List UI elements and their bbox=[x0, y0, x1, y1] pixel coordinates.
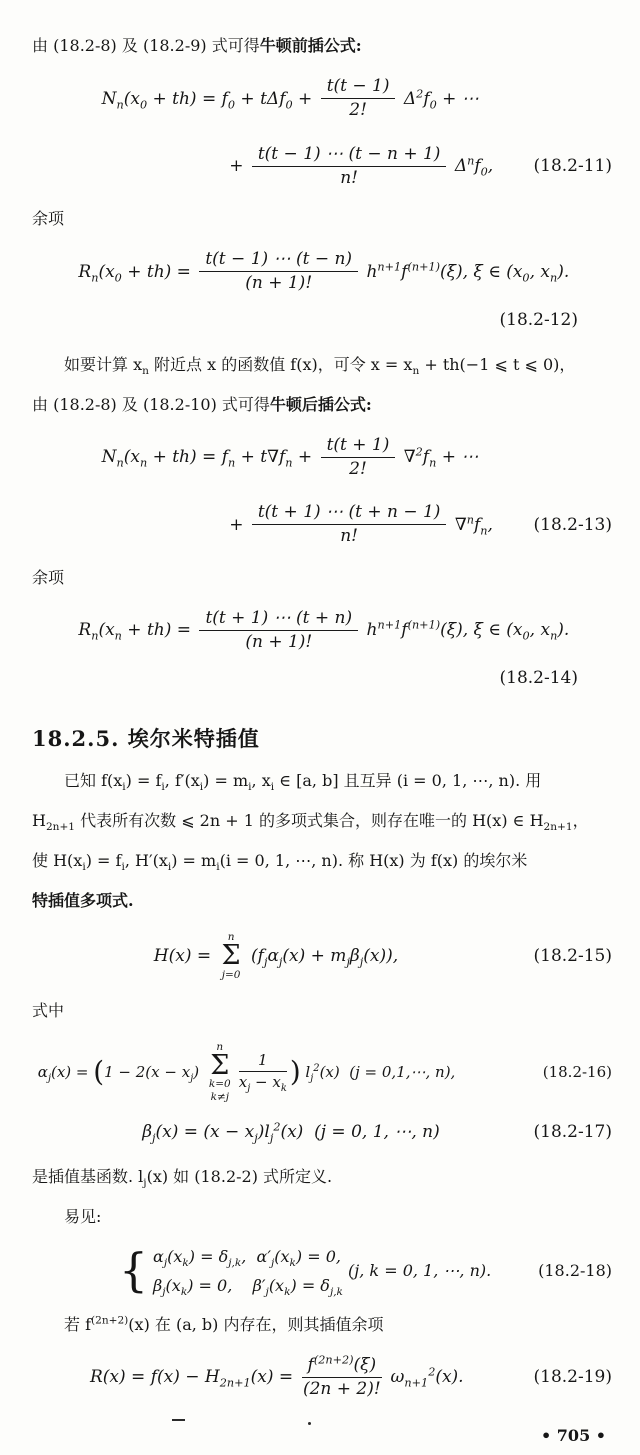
paragraph-hermite-line2: $H_{2n+1}$ 代表所有次数 ⩽ 2n + 1 的多项式集合，则存在唯一的 H(x) ∈ $H_{2n+1}$， bbox=[32, 811, 589, 834]
paragraph-compute-near-xn-line1: 如要计算 $x_n$ 附近点 x 的函数值 f(x)，可令 $x = x_n + th(-1$ ⩽ t ⩽ 0)， bbox=[64, 354, 576, 377]
paragraph-hermite-line3: 使 $H(x_i) = f_i$, $H'(x_i) = m_i(i = 0$, 1, ⋯, n). 称 H(x) 为 f(x) 的埃尔米 bbox=[32, 851, 528, 874]
label-remainder-2: 余项 bbox=[32, 567, 65, 587]
paragraph-hermite-line1: 已知 $f(x_i) = f_i$, $f'(x_i) = m_i$, $x_i$ ∈ [a, b] 且互异 (i = 0, 1, ⋯, n). 用 bbox=[64, 771, 542, 794]
page-number: • 705 • bbox=[541, 1426, 606, 1446]
scan-artifact-dot bbox=[308, 1422, 311, 1425]
equation-18-2-19: $R(x) = f(x) - H_{2n+1}(x)$ = $\frac{f^{(2n+2)}(\xi)}{(2n + 2)!}$ $\omega_{n+1}^2(x)$. (18.2-19) bbox=[90, 1352, 612, 1399]
equation-18-2-11: $N_n(x_0 + th) = f_0 + t\Delta f_0$ + $\frac{t(t - 1)}{2!}$ $\Delta^2f_0$ + ⋯ + $\frac{t(t - 1) \cdots (t - n + 1)}{n!}$ $\Delta^nf_0$, (18.2-11) bbox=[101, 76, 612, 188]
scan-artifact-dash bbox=[172, 1419, 185, 1421]
paragraph-compute-near-xn-line2: 由 (18.2-8) 及 (18.2-10) 式可得牛顿后插公式: bbox=[32, 394, 372, 414]
equation-18-2-16: $\alpha_j(x)$ = ( $1 - 2(x - x_j)$ n Σ k=0 k≠j $\frac{1}{x_j - x_k}$ ) $l_j^2(x) (j$ = 0,1,⋯, n), (18.2-16) bbox=[37, 1040, 612, 1103]
equation-18-2-13: $N_n(x_n + th) = f_n + t\nabla f_n$ + $\frac{t(t + 1)}{2!}$ $\nabla^2f_n$ + ⋯ + $\frac{t(t + 1) \cdots (t + n - 1)}{n!}$ $\nabla^nf_n$, (18.2-13) bbox=[101, 434, 612, 547]
paragraph-hermite-line4: 特插值多项式. bbox=[32, 891, 134, 910]
label-where: 式中 bbox=[32, 1000, 65, 1020]
equation-18-2-14: $R_n(x_n + th)$ = $\frac{t(t + 1) \cdots (t + n)}{(n + 1)!}$ $h^{n+1}f^{(n+1)}(\xi)$, ξ ∈ ($x_0$, $x_n$). (18.2-14) bbox=[78, 607, 578, 688]
equation-18-2-18: { $\alpha_j(x_k) = \delta_{j,k}$, $\alpha'_j(x_k) = 0$, $\beta_j(x_k) = 0$, $\beta'_j(x_k) = \delta_{j,k}$ (j, k = 0, 1, ⋯, n). (18.2-18) bbox=[119, 1243, 612, 1298]
equation-18-2-15: H(x) = n Σ j=0 $(f_j\alpha_j(x) + m_j\beta_j(x))$, (18.2-15) bbox=[153, 931, 612, 981]
section-heading-18-2-5: 18.2.5. 埃尔米特插值 bbox=[32, 726, 260, 751]
label-easy-to-see: 易见: bbox=[64, 1206, 102, 1226]
paragraph-basis-functions: 是插值基函数. $l_j(x)$ 如 (18.2-2) 式所定义. bbox=[32, 1166, 333, 1189]
equation-18-2-12: $R_n(x_0 + th)$ = $\frac{t(t - 1) \cdots (t - n)}{(n + 1)!}$ $h^{n+1}f^{(n+1)}(\xi)$, ξ ∈ ($x_0$, $x_n$). (18.2-12) bbox=[78, 249, 578, 330]
equation-18-2-17: $\beta_j(x) = (x - x_j)l_j^2(x) (j = 0$, 1, ⋯, n) (18.2-17) bbox=[142, 1119, 612, 1144]
paragraph-remainder-condition: 若 $f^{(2n+2)}(x)$ 在 (a, b) 内存在，则其插值余项 bbox=[64, 1314, 384, 1334]
label-remainder-1: 余项 bbox=[32, 209, 65, 228]
paragraph-newton-forward-intro: 由 (18.2-8) 及 (18.2-9) 式可得牛顿前插公式: bbox=[32, 36, 362, 55]
